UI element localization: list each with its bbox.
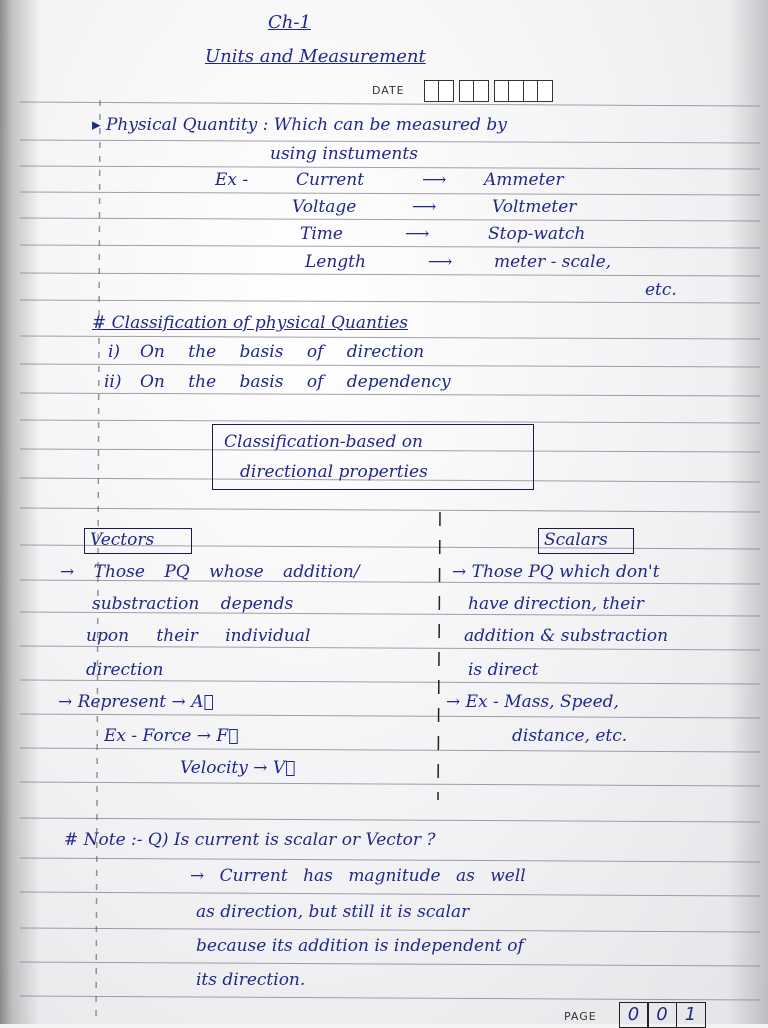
note-line-1: → Current has magnitude as well bbox=[190, 866, 526, 886]
scalars-line-5: → Ex - Mass, Speed, bbox=[446, 692, 619, 712]
quantity-current: Current bbox=[296, 170, 365, 190]
scalars-line-1: → Those PQ which don't bbox=[452, 562, 660, 582]
instrument-ammeter: Ammeter bbox=[484, 170, 564, 190]
bullet-icon: ▸ bbox=[92, 115, 106, 135]
classification-box-line2: directional properties bbox=[240, 462, 428, 482]
classification-box-line1: Classification-based on bbox=[224, 432, 423, 452]
scalars-title: Scalars bbox=[544, 530, 608, 550]
date-label: DATE bbox=[372, 84, 405, 97]
instrument-meter-scale: meter - scale, bbox=[494, 252, 612, 272]
scalars-line-2: have direction, their bbox=[468, 594, 644, 614]
page-digit: 1 bbox=[676, 1002, 706, 1028]
classification-item-2: On the basis of dependency bbox=[140, 372, 451, 392]
quantity-voltage: Voltage bbox=[292, 197, 357, 217]
date-field bbox=[425, 80, 553, 102]
example-prefix: Ex - bbox=[215, 170, 249, 190]
vectors-line-5: → Represent → A⃗ bbox=[58, 692, 214, 712]
arrow-icon: ⟶ bbox=[428, 252, 453, 272]
page-digit: 0 bbox=[619, 1002, 649, 1028]
classification-item-1: On the basis of direction bbox=[140, 342, 425, 362]
vectors-line-1: → Those PQ whose addition/ bbox=[60, 562, 360, 582]
note-line-4: its direction. bbox=[196, 970, 306, 990]
note-heading: # Note :- Q) Is current is scalar or Vector ? bbox=[64, 830, 436, 850]
etc-text: etc. bbox=[645, 280, 677, 300]
note-line-3: because its addition is independent of bbox=[196, 936, 524, 956]
physical-quantity-heading: ▸ Physical Quantity : Which can be measured by bbox=[92, 115, 507, 135]
vectors-line-3: upon their individual bbox=[86, 626, 311, 646]
classification-item-1-num: i) bbox=[108, 342, 121, 362]
scalars-line-3: addition & substraction bbox=[464, 626, 669, 646]
physical-quantity-heading-cont: using instuments bbox=[270, 144, 418, 164]
page-digit: 0 bbox=[647, 1002, 677, 1028]
page-title: Units and Measurement bbox=[205, 46, 426, 67]
vectors-title: Vectors bbox=[90, 530, 155, 550]
vectors-line-2: substraction depends bbox=[92, 594, 294, 614]
note-line-2: as direction, but still it is scalar bbox=[196, 902, 470, 922]
chapter-title: Ch-1 bbox=[268, 12, 311, 33]
quantity-length: Length bbox=[305, 252, 366, 272]
instrument-stopwatch: Stop-watch bbox=[488, 224, 586, 244]
vectors-line-4: direction bbox=[86, 660, 164, 680]
page-label: PAGE bbox=[564, 1010, 597, 1023]
arrow-icon: ⟶ bbox=[405, 224, 430, 244]
arrow-icon: ⟶ bbox=[412, 197, 437, 217]
scalars-line-6: distance, etc. bbox=[512, 726, 628, 746]
arrow-icon: ⟶ bbox=[422, 170, 447, 190]
instrument-voltmeter: Voltmeter bbox=[492, 197, 577, 217]
vectors-line-6: Ex - Force → F⃗ bbox=[104, 726, 239, 746]
quantity-time: Time bbox=[300, 224, 343, 244]
page-number-field bbox=[620, 1002, 706, 1028]
scalars-line-4: is direct bbox=[468, 660, 539, 680]
vectors-line-7: Velocity → V⃗ bbox=[180, 758, 296, 778]
classification-item-2-num: ii) bbox=[104, 372, 122, 392]
classification-heading: # Classification of physical Quanties bbox=[92, 313, 409, 333]
